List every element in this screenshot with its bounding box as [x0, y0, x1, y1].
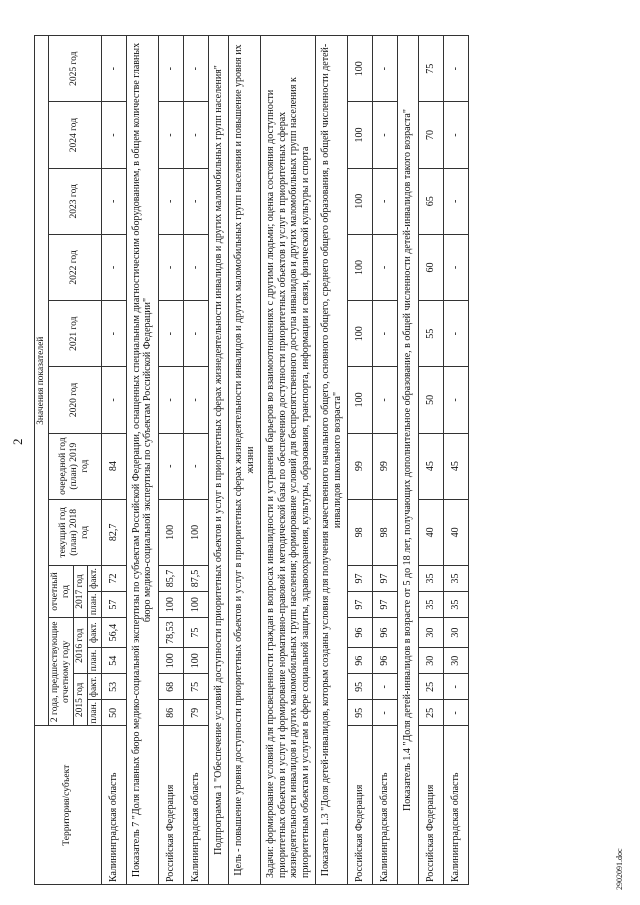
value-cell: 98 [348, 499, 373, 565]
value-cell: - [158, 367, 183, 433]
value-cell: - [373, 168, 398, 234]
value-cell: 97 [348, 565, 373, 591]
value-cell: 96 [373, 618, 398, 648]
value-cell: 100 [158, 499, 183, 565]
value-cell: 25 [418, 700, 443, 726]
value-cell: 30 [418, 648, 443, 674]
header-two-years: 2 года, предшествующие отчетному году [48, 618, 73, 726]
value-cell: 25 [418, 674, 443, 700]
value-cell: 99 [373, 433, 398, 499]
section-text: Показатель 7 "Доля главных бюро медико-социальной экспертизы по субъектам Российской Федерации, оснащенных специальным диагностическим оборудованием, в общем количестве главных бюро медико-социальной экспертизы по субъектам Российской Федерации" [126, 36, 158, 885]
header-2020: 2020 год [48, 367, 101, 433]
value-cell: - [101, 234, 126, 300]
value-cell: 57 [101, 592, 126, 618]
section-row [126, 36, 158, 885]
value-cell: - [158, 168, 183, 234]
value-cell: 97 [348, 592, 373, 618]
table-body [101, 36, 468, 885]
rotated-page [34, 35, 594, 885]
section-row [316, 36, 348, 885]
value-cell: 95 [348, 674, 373, 700]
value-cell: 100 [348, 301, 373, 367]
value-cell: 87,5 [183, 565, 208, 591]
table-header [35, 36, 102, 885]
value-cell: 75 [418, 36, 443, 102]
header-fact-2017: факт. [87, 565, 101, 591]
value-cell: - [443, 36, 468, 102]
value-cell: - [373, 234, 398, 300]
value-cell: 65 [418, 168, 443, 234]
value-cell: - [443, 168, 468, 234]
footer-filename: 2902091.doc [615, 848, 624, 890]
value-cell: - [158, 102, 183, 168]
value-cell: 96 [373, 648, 398, 674]
value-cell: 53 [101, 674, 126, 700]
value-cell: - [183, 102, 208, 168]
value-cell: - [443, 102, 468, 168]
value-cell: 56,4 [101, 618, 126, 648]
value-cell: - [101, 168, 126, 234]
value-cell: 100 [183, 592, 208, 618]
value-cell: - [158, 234, 183, 300]
header-2024: 2024 год [48, 102, 101, 168]
value-cell: 50 [101, 700, 126, 726]
page-number: 2 [10, 438, 25, 445]
value-cell: 30 [443, 618, 468, 648]
section-text: Цель - повышение уровня доступности приоритетных объектов и услуг в приоритетных сферах жизнедеятельности инвалидов и других маломобильных групп населения и повышение уровня их жизни [229, 36, 261, 885]
table-row [183, 36, 208, 885]
value-cell: 97 [373, 592, 398, 618]
table-row [443, 36, 468, 885]
header-2022: 2022 год [48, 234, 101, 300]
header-fact-2016: факт. [87, 618, 101, 648]
section-row [398, 36, 419, 885]
value-cell: - [183, 168, 208, 234]
value-cell: 60 [418, 234, 443, 300]
value-cell: 30 [418, 618, 443, 648]
value-cell: 100 [348, 102, 373, 168]
value-cell: - [183, 36, 208, 102]
value-cell: - [373, 700, 398, 726]
header-values-title: Значения показателей [35, 36, 49, 726]
value-cell: 100 [348, 168, 373, 234]
value-cell: - [183, 367, 208, 433]
value-cell: - [101, 301, 126, 367]
value-cell: - [373, 301, 398, 367]
value-cell: 100 [348, 36, 373, 102]
table-row [158, 36, 183, 885]
header-2017: 2017 год [73, 565, 87, 617]
table-row [101, 36, 126, 885]
value-cell: 98 [373, 499, 398, 565]
value-cell: - [183, 301, 208, 367]
value-cell: - [443, 234, 468, 300]
section-row [229, 36, 261, 885]
value-cell: 40 [443, 499, 468, 565]
value-cell: 55 [418, 301, 443, 367]
value-cell: - [158, 301, 183, 367]
territory-cell: Калининградская область [101, 726, 126, 885]
table-row [418, 36, 443, 885]
value-cell: 54 [101, 648, 126, 674]
section-row [261, 36, 316, 885]
table-row [373, 36, 398, 885]
territory-cell: Калининградская область [373, 726, 398, 885]
value-cell: - [101, 367, 126, 433]
header-2021: 2021 год [48, 301, 101, 367]
value-cell: 72 [101, 565, 126, 591]
value-cell: 45 [418, 433, 443, 499]
value-cell: 100 [183, 499, 208, 565]
value-cell: - [443, 367, 468, 433]
value-cell: 30 [443, 648, 468, 674]
territory-cell: Российская Федерация [418, 726, 443, 885]
section-text: Подпрограмма 1 "Обеспечение условий доступности приоритетных объектов и услуг в приоритетных сферах жизнедеятельности инвалидов и других маломобильных групп населения" [208, 36, 229, 885]
value-cell: - [373, 674, 398, 700]
header-plan-2016: план. [87, 648, 101, 674]
value-cell: - [158, 433, 183, 499]
value-cell: - [443, 674, 468, 700]
header-reporting-year: отчетный год [48, 565, 73, 617]
value-cell: 35 [418, 592, 443, 618]
territory-cell: Российская Федерация [158, 726, 183, 885]
indicators-table [34, 35, 469, 885]
value-cell: 100 [348, 367, 373, 433]
territory-cell: Калининградская область [183, 726, 208, 885]
section-row [208, 36, 229, 885]
value-cell: 96 [348, 648, 373, 674]
value-cell: 84 [101, 433, 126, 499]
value-cell: 97 [373, 565, 398, 591]
section-text: Задачи: формирование условий для просвещенности граждан в вопросах инвалидности и устранения барьеров во взаимоотношениях с другими людьми; оценка состояния доступности приоритетных объектов и услуг и формирование нормативно-правовой и методической базы по обеспечению доступности приоритетных объектов и услуг в приоритетных сферах жизнедеятельности инвалидов и других маломобильных групп населения; формирование условий для беспрепятственного доступа инвалидов и других маломобильных групп населения к приоритетным объектам и услугам в сфере социальной защиты, здравоохранения, культуры, образования, транспорта, информации и связи, физической культуры и спорта [261, 36, 316, 885]
value-cell: - [373, 36, 398, 102]
value-cell: 85,7 [158, 565, 183, 591]
value-cell: 86 [158, 700, 183, 726]
territory-cell: Калининградская область [443, 726, 468, 885]
header-2023: 2023 год [48, 168, 101, 234]
value-cell: 70 [418, 102, 443, 168]
value-cell: 99 [348, 433, 373, 499]
section-text: Показатель 1.4 "Доля детей-инвалидов в возрасте от 5 до 18 лет, получающих дополнительное образование, в общей численности детей-инвалидов такого возраста" [398, 36, 419, 885]
header-fact-2015: факт. [87, 674, 101, 700]
value-cell: 100 [158, 648, 183, 674]
value-cell: 68 [158, 674, 183, 700]
territory-cell: Российская Федерация [348, 726, 373, 885]
value-cell: 82,7 [101, 499, 126, 565]
value-cell: - [443, 700, 468, 726]
value-cell: 35 [443, 592, 468, 618]
value-cell: 96 [348, 618, 373, 648]
value-cell: - [373, 102, 398, 168]
value-cell: - [443, 301, 468, 367]
value-cell: 45 [443, 433, 468, 499]
value-cell: 95 [348, 700, 373, 726]
value-cell: 75 [183, 674, 208, 700]
value-cell: 78,53 [158, 618, 183, 648]
header-plan-2017: план. [87, 592, 101, 618]
value-cell: 40 [418, 499, 443, 565]
value-cell: 100 [348, 234, 373, 300]
header-current-year: текущий год (план) 2018 год [48, 499, 101, 565]
table-row [348, 36, 373, 885]
header-2025: 2025 год [48, 36, 101, 102]
value-cell: - [183, 433, 208, 499]
value-cell: - [158, 36, 183, 102]
value-cell: - [183, 234, 208, 300]
value-cell: 79 [183, 700, 208, 726]
header-plan-2015: план. [87, 700, 101, 726]
value-cell: - [101, 102, 126, 168]
value-cell: 50 [418, 367, 443, 433]
section-text: Показатель 1.3 "Доля детей-инвалидов, которым созданы условия для получения качественного начального общего, основного общего, среднего общего образования, в общей численности детей-инвалидов школьного возраста" [316, 36, 348, 885]
value-cell: 100 [158, 592, 183, 618]
value-cell: - [373, 367, 398, 433]
header-2016: 2016 год [73, 618, 87, 674]
header-2015: 2015 год [73, 674, 87, 726]
value-cell: 35 [418, 565, 443, 591]
value-cell: 35 [443, 565, 468, 591]
header-territory: Территория/субъект [35, 726, 102, 885]
value-cell: 100 [183, 648, 208, 674]
header-next-year: очередной год (план) 2019 год [48, 433, 101, 499]
value-cell: - [101, 36, 126, 102]
value-cell: 75 [183, 618, 208, 648]
